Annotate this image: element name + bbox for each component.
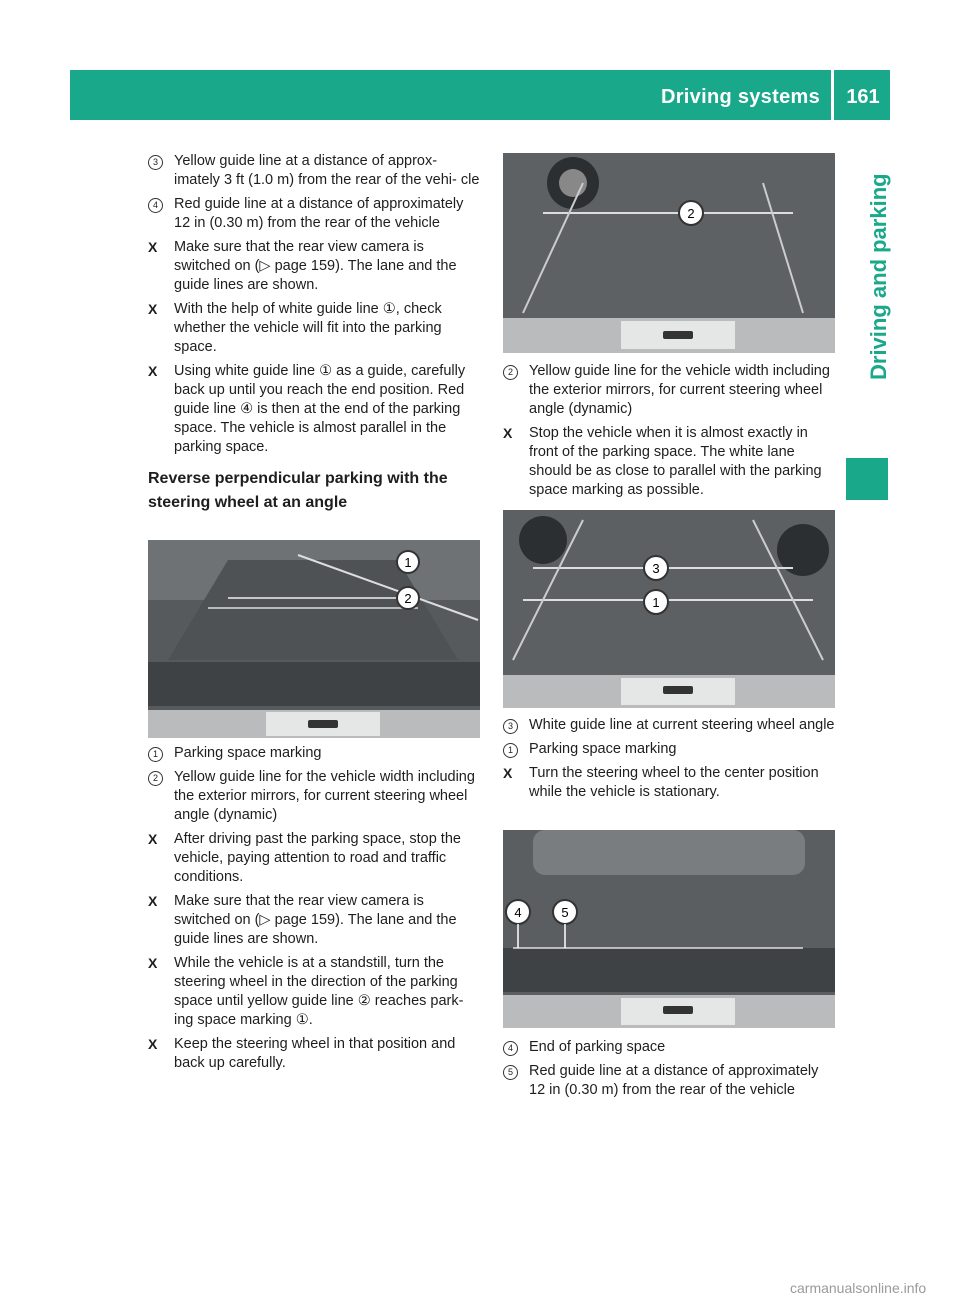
- item-text: Using white guide line ① as a guide, carefully back up until you reach the end position. Red guide line ④ is then at the end of the parking space. The vehicle is almost parallel in the parking space.: [174, 363, 466, 455]
- legend-item: [148, 195, 480, 233]
- section-heading: Reverse perpendicular parking with the steering wheel at an angle: [148, 470, 448, 511]
- item-text: Red guide line at a distance of approximately 12 in (0.30 m) from the rear of the vehicle: [174, 196, 464, 231]
- item-text: Red guide line at a distance of approximately 12 in (0.30 m) from the rear of the vehicle: [529, 1063, 819, 1098]
- camera-image-yellow-line: [503, 153, 835, 353]
- legend-number: 3: [148, 152, 170, 171]
- item-text: Stop the vehicle when it is almost exactly in front of the parking space. The white lane should be as close to parallel with the parking space marking as possible.: [529, 425, 822, 498]
- right-group-1: [503, 362, 835, 505]
- callout-2: 2: [404, 591, 412, 606]
- header-divider: [831, 70, 834, 120]
- item-text: Parking space marking: [529, 741, 677, 757]
- callout-5: 5: [561, 905, 569, 920]
- camera-image-end-position: [503, 830, 835, 1028]
- legend-item: [148, 768, 480, 825]
- left-bottom-list: [148, 744, 480, 1078]
- callout-2: 2: [687, 206, 695, 221]
- footer-watermark: carmanualsonline.info: [790, 1280, 927, 1296]
- item-text: White guide line at current steering wheel angle: [529, 717, 835, 733]
- legend-item: [503, 362, 835, 419]
- item-text: Yellow guide line for the vehicle width including the exterior mirrors, for current steering wheel angle (dynamic): [174, 769, 475, 823]
- step-arrow: X: [148, 831, 158, 847]
- callout-1: 1: [652, 595, 660, 610]
- legend-item: [503, 1062, 835, 1100]
- page-number: 161: [846, 86, 880, 108]
- action-step: [148, 362, 480, 457]
- right-group-2: [503, 716, 835, 807]
- item-text: Turn the steering wheel to the center position while the vehicle is stationary.: [529, 765, 819, 800]
- item-text: Make sure that the rear view camera is switched on (▷ page 159). The lane and the guide lines are shown.: [174, 239, 457, 293]
- step-arrow: X: [148, 955, 158, 971]
- action-step: [148, 954, 480, 1030]
- legend-number: 1: [148, 744, 170, 763]
- legend-number: 2: [148, 768, 170, 787]
- legend-item: [503, 740, 835, 759]
- section-title: Driving systems: [660, 86, 820, 108]
- legend-number: 1: [503, 740, 525, 759]
- camera-image-angle-approach: [148, 540, 480, 738]
- left-top-list: [148, 152, 480, 457]
- action-step: [148, 238, 480, 295]
- legend-item: [148, 744, 480, 763]
- callout-1: 1: [404, 555, 412, 570]
- action-step: [148, 1035, 480, 1073]
- step-arrow: X: [503, 765, 513, 781]
- item-text: Yellow guide line for the vehicle width including the exterior mirrors, for current steering wheel angle (dynamic): [529, 363, 830, 417]
- item-text: End of parking space: [529, 1039, 666, 1055]
- callout-3: 3: [652, 561, 660, 576]
- chapter-tab-marker: [846, 458, 888, 500]
- action-step: [148, 892, 480, 949]
- step-arrow: X: [148, 301, 158, 317]
- right-group-3: [503, 1038, 835, 1105]
- left-column: [148, 152, 480, 527]
- legend-number: 2: [503, 362, 525, 381]
- step-arrow: X: [148, 893, 158, 909]
- action-step: [503, 424, 835, 500]
- item-text: Keep the steering wheel in that position and back up carefully.: [174, 1036, 456, 1071]
- item-text: Parking space marking: [174, 745, 322, 761]
- chapter-tab-label: Driving and parking: [866, 173, 891, 380]
- legend-item: [503, 716, 835, 735]
- legend-number: 5: [503, 1062, 525, 1081]
- item-text: After driving past the parking space, stop the vehicle, paying attention to road and traffic conditions.: [174, 831, 461, 885]
- item-text: Yellow guide line at a distance of approx- imately 3 ft (1.0 m) from the rear of the vehi- cle: [174, 153, 480, 188]
- step-arrow: X: [148, 239, 158, 255]
- item-text: While the vehicle is at a standstill, turn the steering wheel in the direction of the parking space until yellow guide line ② reaches park- ing space marking ①.: [174, 955, 464, 1028]
- step-arrow: X: [148, 1036, 158, 1052]
- legend-item: [503, 1038, 835, 1057]
- legend-item: [148, 152, 480, 190]
- action-step: [503, 764, 835, 802]
- action-step: [148, 300, 480, 357]
- item-text: With the help of white guide line ①, check whether the vehicle will fit into the parking space.: [174, 301, 442, 355]
- legend-number: 4: [148, 195, 170, 214]
- item-text: Make sure that the rear view camera is switched on (▷ page 159). The lane and the guide lines are shown.: [174, 893, 457, 947]
- legend-number: 4: [503, 1038, 525, 1057]
- action-step: [148, 830, 480, 887]
- step-arrow: X: [148, 363, 158, 379]
- step-arrow: X: [503, 425, 513, 441]
- callout-4: 4: [514, 905, 522, 920]
- camera-image-straight: [503, 510, 835, 708]
- legend-number: 3: [503, 716, 525, 735]
